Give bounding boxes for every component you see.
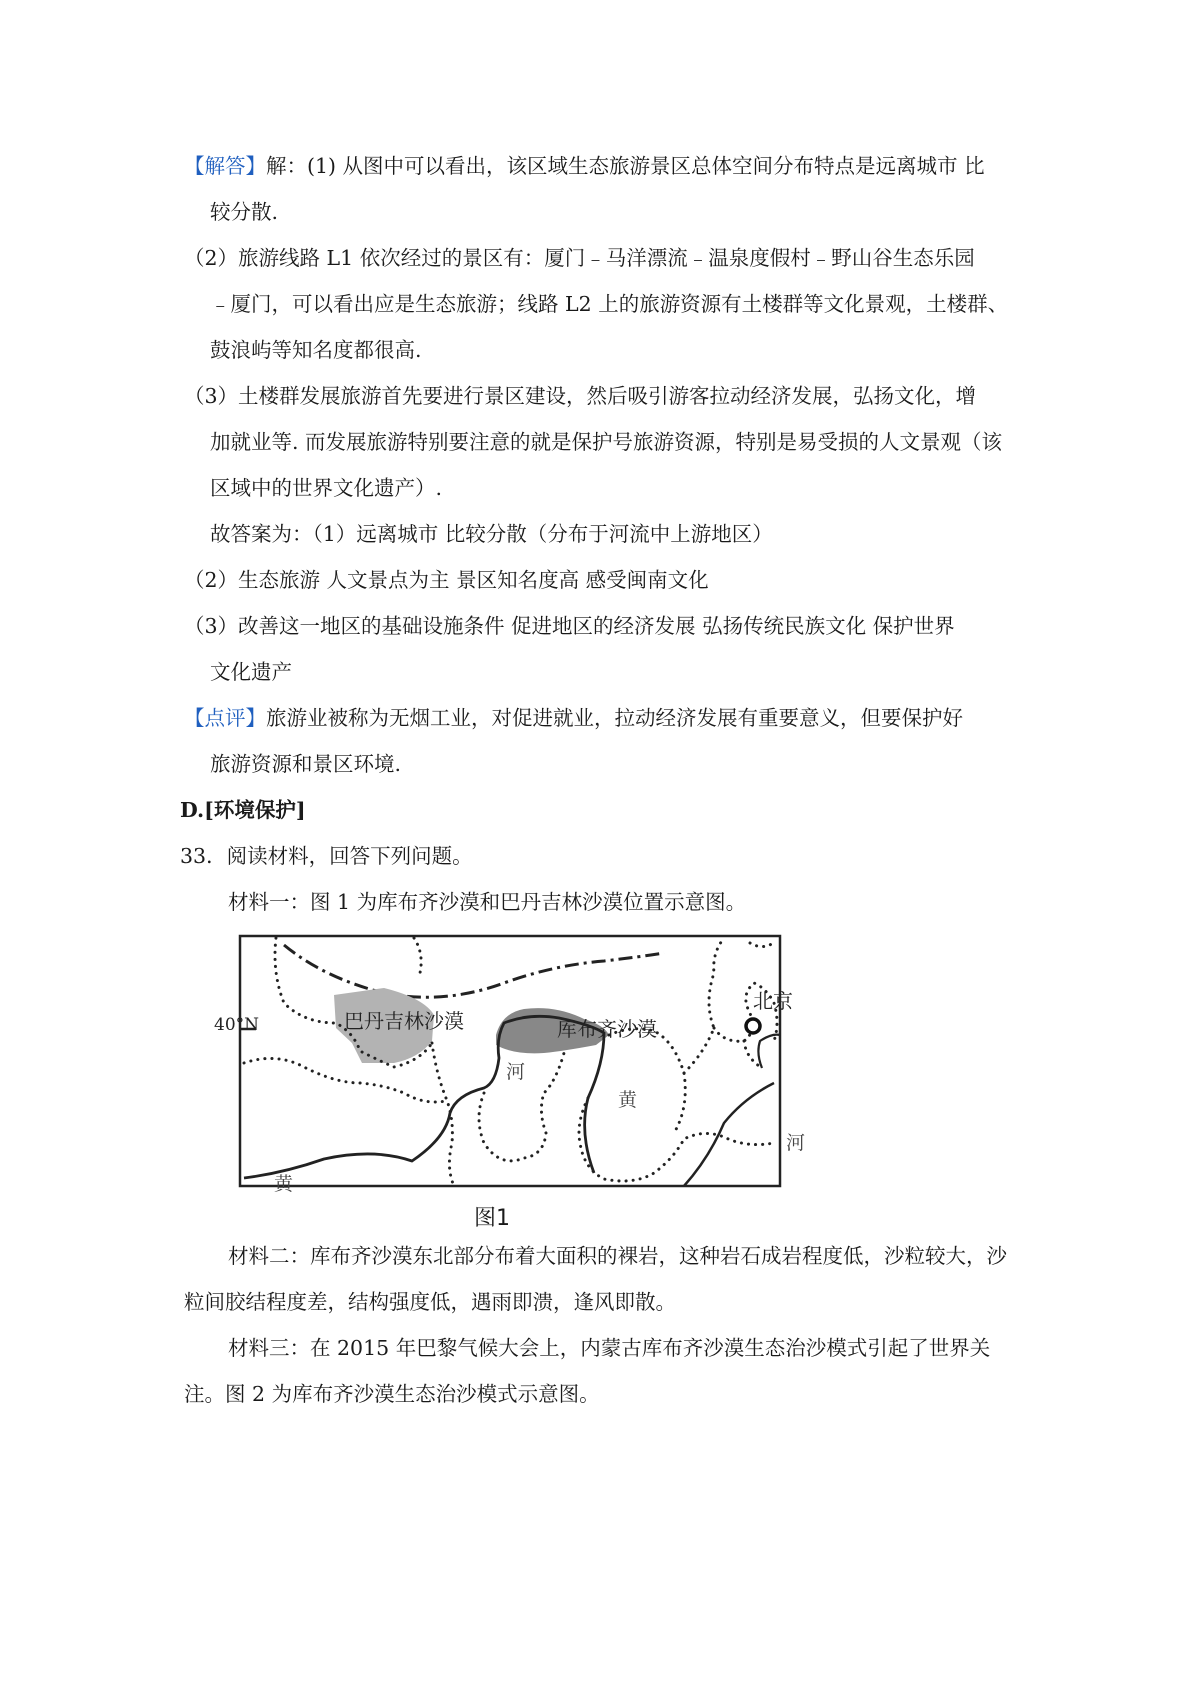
material-3: 材料三：在 2015 年巴黎气候大会上，内蒙古库布齐沙漠生态治沙模式引起了世界关注。图 2 为库布齐沙漠生态治沙模式示意图。 bbox=[184, 1336, 991, 1406]
answer-line-3: （2）旅游线路 L1 依次经过的景区有：厦门﹣马洋漂流﹣温泉度假村﹣野山谷生态乐园 bbox=[184, 246, 975, 270]
answer-line-7: 加就业等. 而发展旅游特别要注意的就是保护号旅游资源，特别是易受损的人文景观（该 bbox=[210, 430, 1003, 454]
answer-tag: 【解答】 bbox=[184, 154, 266, 178]
kubu-desert-label: 库布齐沙漠 bbox=[557, 1017, 657, 1041]
answer-line-9: 故答案为：（1）远离城市 比较分散（分布于河流中上游地区） bbox=[210, 522, 773, 546]
section-heading: D.[环境保护] bbox=[180, 798, 306, 822]
map-svg bbox=[184, 933, 1024, 1223]
material-1: 材料一：图 1 为库布齐沙漠和巴丹吉林沙漠位置示意图。 bbox=[228, 890, 747, 914]
answer-line-12: 文化遗产 bbox=[210, 660, 292, 684]
answer-line-11: （3）改善这一地区的基础设施条件 促进地区的经济发展 弘扬传统民族文化 保护世界 bbox=[184, 614, 955, 638]
question-number: 33．阅读材料，回答下列问题。 bbox=[180, 844, 473, 868]
comment-line-1: 【点评】旅游业被称为无烟工业，对促进就业，拉动经济发展有重要意义，但要保护好 bbox=[184, 706, 963, 730]
beijing-label: 北京 bbox=[753, 989, 793, 1013]
river-label-he-lower: 河 bbox=[786, 1132, 806, 1154]
answer-line-8: 区域中的世界文化遗产）. bbox=[210, 476, 443, 500]
answer-line-4: ﹣厦门，可以看出应是生态旅游；线路 L2 上的旅游资源有土楼群等文化景观，土楼群、 bbox=[210, 292, 1009, 316]
content-column bbox=[180, 143, 1024, 1417]
river-label-he-upper: 河 bbox=[506, 1061, 526, 1083]
figure-1 bbox=[184, 933, 1024, 1231]
answer-line-6: （3）土楼群发展旅游首先要进行景区建设，然后吸引游客拉动经济发展，弘扬文化，增 bbox=[184, 384, 977, 408]
latitude-label: 40°N bbox=[214, 1015, 260, 1035]
answer-line-5: 鼓浪屿等知名度都很高. bbox=[210, 338, 422, 362]
river-label-huang-lower: 黄 bbox=[274, 1173, 294, 1195]
comment-line-2: 旅游资源和景区环境. bbox=[210, 752, 402, 776]
badan-desert-label: 巴丹吉林沙漠 bbox=[344, 1009, 464, 1033]
figure-caption: 图1 bbox=[474, 1206, 510, 1231]
river-label-huang-upper: 黄 bbox=[618, 1089, 638, 1111]
answer-line-1: 【解答】解：(1) 从图中可以看出，该区域生态旅游景区总体空间分布特点是远离城市 比 bbox=[184, 154, 985, 178]
material-2: 材料二：库布齐沙漠东北部分布着大面积的裸岩，这种岩石成岩程度低，沙粒较大，沙粒间胶结程度差，结构强度低，遇雨即溃，逢风即散。 bbox=[184, 1244, 1007, 1314]
comment-tag: 【点评】 bbox=[184, 706, 266, 730]
answer-line-2: 较分散. bbox=[210, 200, 279, 224]
beijing-marker bbox=[746, 1019, 760, 1033]
answer-line-10: （2）生态旅游 人文景点为主 景区知名度高 感受闽南文化 bbox=[184, 568, 709, 592]
